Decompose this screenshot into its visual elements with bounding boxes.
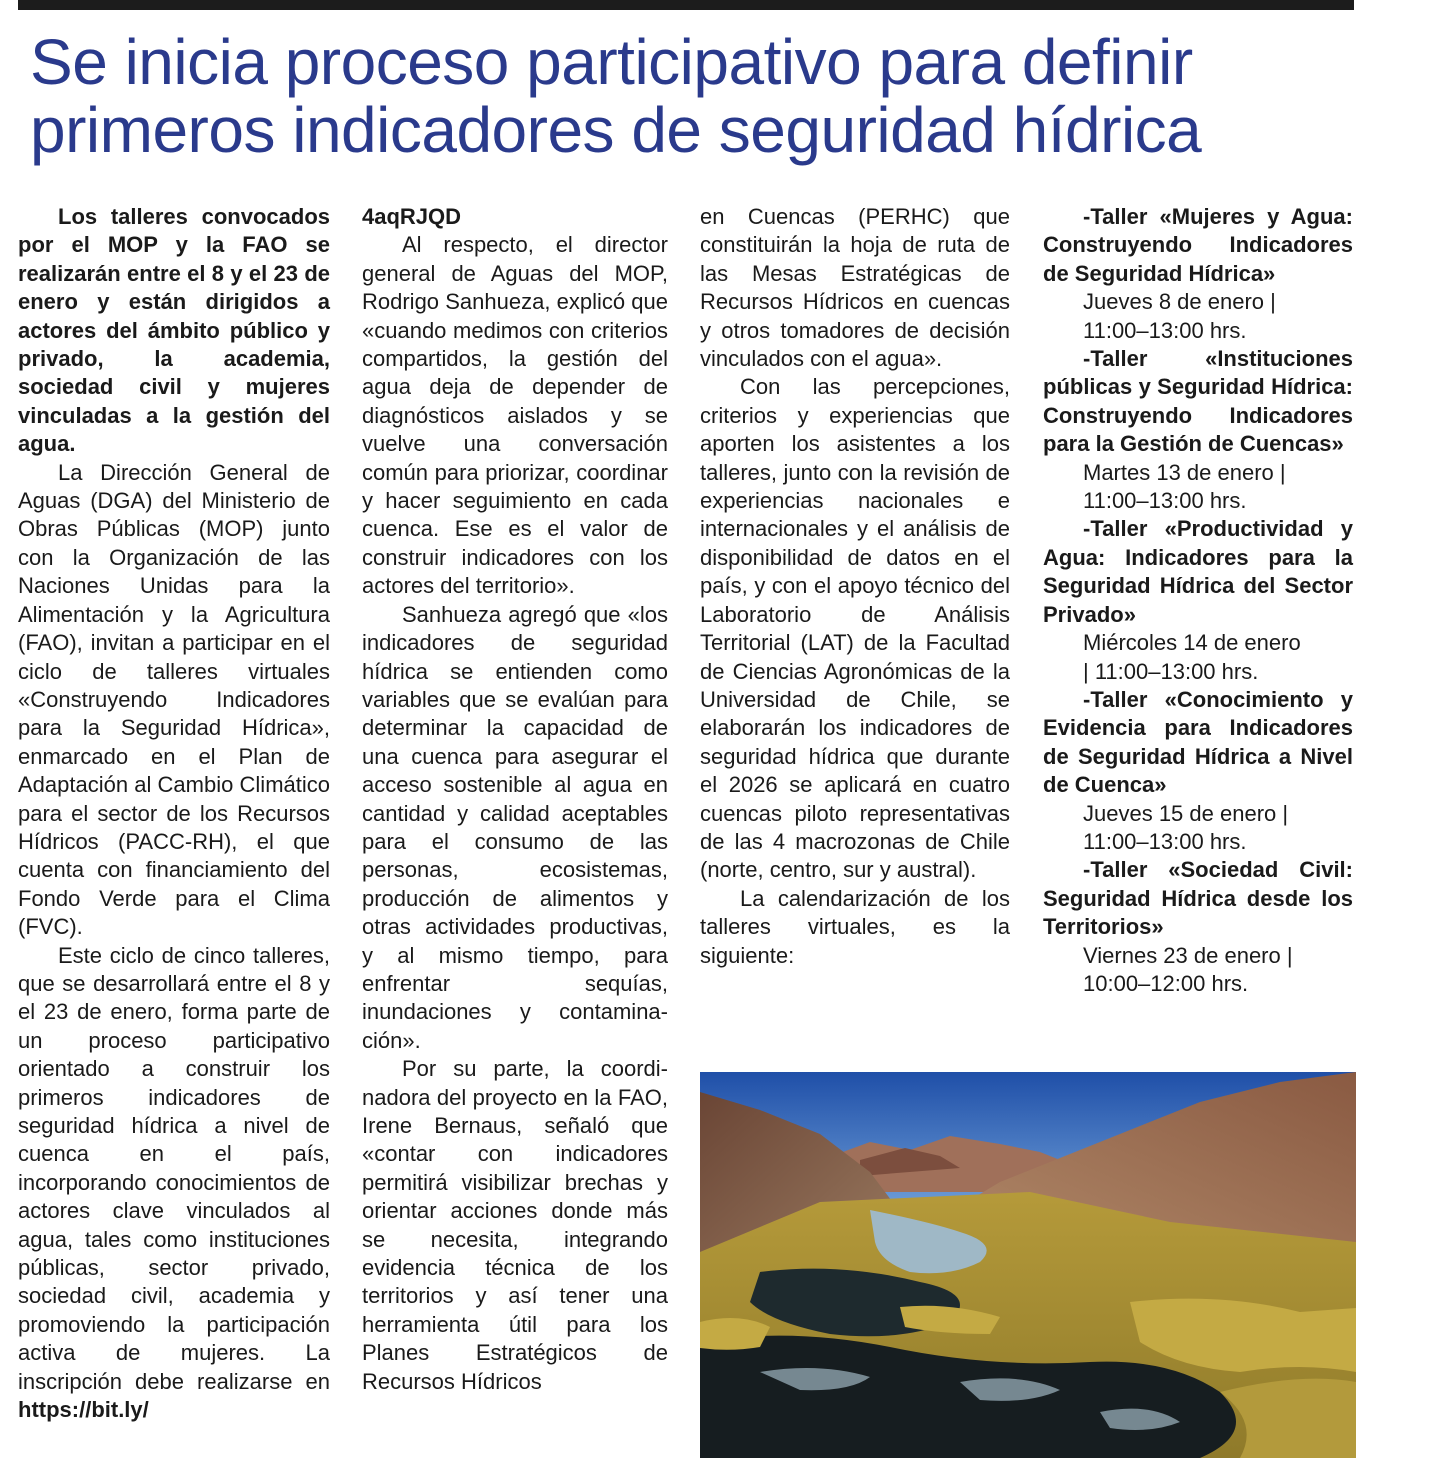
registration-link-part1[interactable]: https://bit.ly/: [18, 1397, 149, 1423]
paragraph-cycle-text: Este ciclo de cinco talleres, que se desarrollará entre el 8 y el 23 de enero, forma parte de un proceso participativo orientado a construir los primeros indicadores de seguridad hídrica a nivel de cuenca en el país, incorporando conocimientos de actores clave vinculados al agua, tales como instituciones públicas, sector privado, sociedad civil, academia y promoviendo la participación activa de mujeres. La inscripción debe realizarse en: [18, 942, 330, 1394]
workshop-date: Martes 13 de enero |: [1083, 459, 1286, 485]
workshop-time: | 11:00–13:00 hrs.: [1083, 658, 1259, 684]
workshop-time: 11:00–13:00 hrs.: [1083, 317, 1247, 343]
landscape-photo: [700, 1072, 1356, 1458]
workshop-date: Miércoles 14 de enero: [1083, 630, 1301, 656]
workshop-title: -Taller «Sociedad Civil: Seguridad Hídrica desde los Territorios»: [1043, 857, 1353, 940]
workshop-schedule: [1043, 203, 1353, 998]
workshop-date: Viernes 23 de enero |: [1083, 942, 1293, 968]
paragraph-schedule-intro: La calendarización de los talleres virtuales, es la siguiente:: [700, 885, 1010, 968]
workshop-item: [1043, 345, 1353, 515]
column-3: [700, 203, 1010, 970]
workshop-time: 11:00–13:00 hrs.: [1083, 828, 1247, 854]
headline: Se inicia proceso participativo para definir primeros indicadores de seguridad hídrica: [30, 26, 1202, 166]
paragraph-dga-fao: La Dirección General de Aguas (DGA) del Ministerio de Obras Públicas (MOP) junto con la Organización de las Naciones Unidas para la Alimentación y la Agricultura (FAO), invitan a participar en el ciclo de talleres virtuales «Construyendo Indicadores para la Seguridad Hídrica», enmarcado en el Plan de Adaptación al Cambio Climático para el sector de los Recursos Hídricos (PACC-RH), el que cuenta con financiamiento del Fondo Verde para el Clima (FVC).: [18, 459, 330, 940]
workshop-title: -Taller «Conocimiento y Evidencia para Indicadores de Seguridad Hídrica a Nivel de Cuenca»: [1043, 686, 1353, 798]
workshop-title: -Taller «Mujeres y Agua: Construyendo Indicadores de Seguridad Hídrica»: [1043, 204, 1353, 286]
workshop-item: [1043, 686, 1353, 856]
top-rule: [18, 0, 1354, 10]
paragraph-perceptions: Con las percepciones, criterios y experiencias que aporten los asistentes a los talleres, junto con la revisión de experiencias nacionales e internacionales y el análisis de disponibilidad de datos en el país, y con el apoyo técnico del Laboratorio de Análisis Territorial (LAT) de la Facultad de Ciencias Agronómicas de la Universidad de Chile, se elaborarán los indicadores de seguridad hídrica que durante el 2026 se aplicará en cuatro cuencas piloto representativas de las 4 macrozonas de Chile (norte, centro, sur y austral).: [700, 374, 1010, 883]
workshop-title: -Taller «Productividad y Agua: Indicadores para la Seguridad Hídrica del Sector Privado»: [1043, 516, 1353, 627]
workshop-title: -Taller «Instituciones públicas y Seguridad Hídrica: Construyendo Indicadores para la Gestión de Cuencas»: [1043, 346, 1353, 457]
paragraph-sanhueza-quote: Al respecto, el director general de Aguas del MOP, Rodrigo Sanhueza, explicó que «cuando medimos con criterios compartidos, la gestión del agua deja de depender de diagnósticos aislados y se vuelve una conversación común para priorizar, coordinar y hacer seguimiento en cada cuenca. Ese es el valor de construir indicadores con los actores del territorio».: [362, 232, 668, 599]
column-1: [18, 203, 330, 1424]
workshop-item: [1043, 856, 1353, 998]
paragraph-bernaus-continued: en Cuencas (PERHC) que constituirán la hoja de ruta de las Mesas Estratégicas de Recursos Hídricos en cuencas y otros tomadores de decisión vinculados con el agua».: [700, 204, 1010, 372]
workshop-date: Jueves 8 de enero |: [1083, 289, 1276, 315]
workshop-item: [1043, 515, 1353, 685]
workshop-time: 11:00–13:00 hrs.: [1083, 488, 1247, 514]
workshop-date: Jueves 15 de enero |: [1083, 800, 1289, 826]
paragraph-bernaus: Por su parte, la coordinadora del proyecto en la FAO, Irene Bernaus, señaló que «contar con indicadores permitirá visibilizar brechas y orientar acciones donde más se necesita, integrando evidencia técnica de los territorios y así tener una herramienta útil para los Planes Estratégicos de Recursos Hídricos: [362, 1056, 668, 1394]
registration-link-part2[interactable]: 4aqRJQD: [362, 204, 462, 229]
lead-paragraph: Los talleres convocados por el MOP y la FAO se realizarán entre el 8 y el 23 de enero y están dirigidos a actores del ámbito público y privado, la academia, sociedad civil y mujeres vinculadas a la gestión del agua.: [18, 204, 330, 457]
workshop-item: [1043, 203, 1353, 345]
workshop-time: 10:00–12:00 hrs.: [1083, 970, 1249, 996]
column-2: [362, 203, 668, 1396]
paragraph-sanhueza-added: Sanhueza agregó que «los indicadores de seguridad hídrica se entienden como variables que se evalúan para determinar la capacidad de una cuenca para asegurar el acceso sostenible al agua en cantidad y calidad aceptables para el consumo de las personas, ecosistemas, producción de alimentos y otras actividades productivas, y al mismo tiempo, para enfrentar sequías, inundaciones y contaminación».: [362, 601, 668, 1053]
paragraph-cycle: [18, 942, 330, 1425]
